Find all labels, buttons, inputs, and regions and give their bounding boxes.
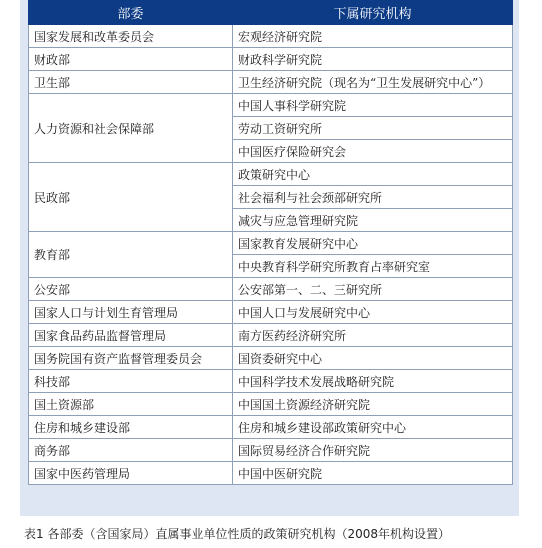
department-cell: 国务院国有资产监督管理委员会 <box>29 347 233 370</box>
institute-cell: 国际贸易经济合作研究院 <box>233 439 513 462</box>
department-cell: 民政部 <box>29 163 233 232</box>
table-row <box>29 462 513 485</box>
institute-cell: 国资委研究中心 <box>233 347 513 370</box>
institute-cell: 中央教育科学研究所教育占率研究室 <box>233 255 513 278</box>
header-department: 部委 <box>29 1 233 25</box>
department-cell: 国家中医药管理局 <box>29 462 233 485</box>
table-caption: 表1 各部委（含国家局）直属事业单位性质的政策研究机构（2008年机构设置） <box>24 527 450 541</box>
table-row <box>29 25 513 48</box>
table-row <box>29 232 513 255</box>
institute-cell: 卫生经济研究院（现名为“卫生发展研究中心”） <box>233 71 513 94</box>
table-row <box>29 163 513 186</box>
table-row <box>29 48 513 71</box>
institute-cell: 中国医疗保险研究会 <box>233 140 513 163</box>
table-row <box>29 416 513 439</box>
department-cell: 国家发展和改革委员会 <box>29 25 233 48</box>
institute-cell: 南方医药经济研究所 <box>233 324 513 347</box>
institute-cell: 中国人口与发展研究中心 <box>233 301 513 324</box>
institute-cell: 减灾与应急管理研究院 <box>233 209 513 232</box>
table-row <box>29 94 513 117</box>
table-row <box>29 278 513 301</box>
department-cell: 公安部 <box>29 278 233 301</box>
table-body <box>29 25 513 485</box>
policy-research-table <box>28 0 513 485</box>
department-cell: 卫生部 <box>29 71 233 94</box>
institute-cell: 公安部第一、二、三研究所 <box>233 278 513 301</box>
department-cell: 住房和城乡建设部 <box>29 416 233 439</box>
table-row <box>29 324 513 347</box>
table-row <box>29 347 513 370</box>
department-cell: 教育部 <box>29 232 233 278</box>
institute-cell: 中国国土资源经济研究院 <box>233 393 513 416</box>
institute-cell: 中国中医研究院 <box>233 462 513 485</box>
institute-cell: 宏观经济研究院 <box>233 25 513 48</box>
department-cell: 国家食品药品监督管理局 <box>29 324 233 347</box>
institute-cell: 中国人事科学研究院 <box>233 94 513 117</box>
table-header-row <box>29 1 513 25</box>
table-row <box>29 71 513 94</box>
table-row <box>29 393 513 416</box>
table-row <box>29 370 513 393</box>
institute-cell: 社会福利与社会颈部研究所 <box>233 186 513 209</box>
institute-cell: 政策研究中心 <box>233 163 513 186</box>
table-row <box>29 301 513 324</box>
institute-cell: 住房和城乡建设部政策研究中心 <box>233 416 513 439</box>
institute-cell: 国家教育发展研究中心 <box>233 232 513 255</box>
department-cell: 人力资源和社会保障部 <box>29 94 233 163</box>
department-cell: 国土资源部 <box>29 393 233 416</box>
department-cell: 商务部 <box>29 439 233 462</box>
institute-cell: 中国科学技术发展战略研究院 <box>233 370 513 393</box>
header-institutes: 下属研究机构 <box>233 1 513 25</box>
department-cell: 科技部 <box>29 370 233 393</box>
department-cell: 国家人口与计划生育管理局 <box>29 301 233 324</box>
table-row <box>29 439 513 462</box>
department-cell: 财政部 <box>29 48 233 71</box>
institute-cell: 财政科学研究院 <box>233 48 513 71</box>
institute-cell: 劳动工资研究所 <box>233 117 513 140</box>
